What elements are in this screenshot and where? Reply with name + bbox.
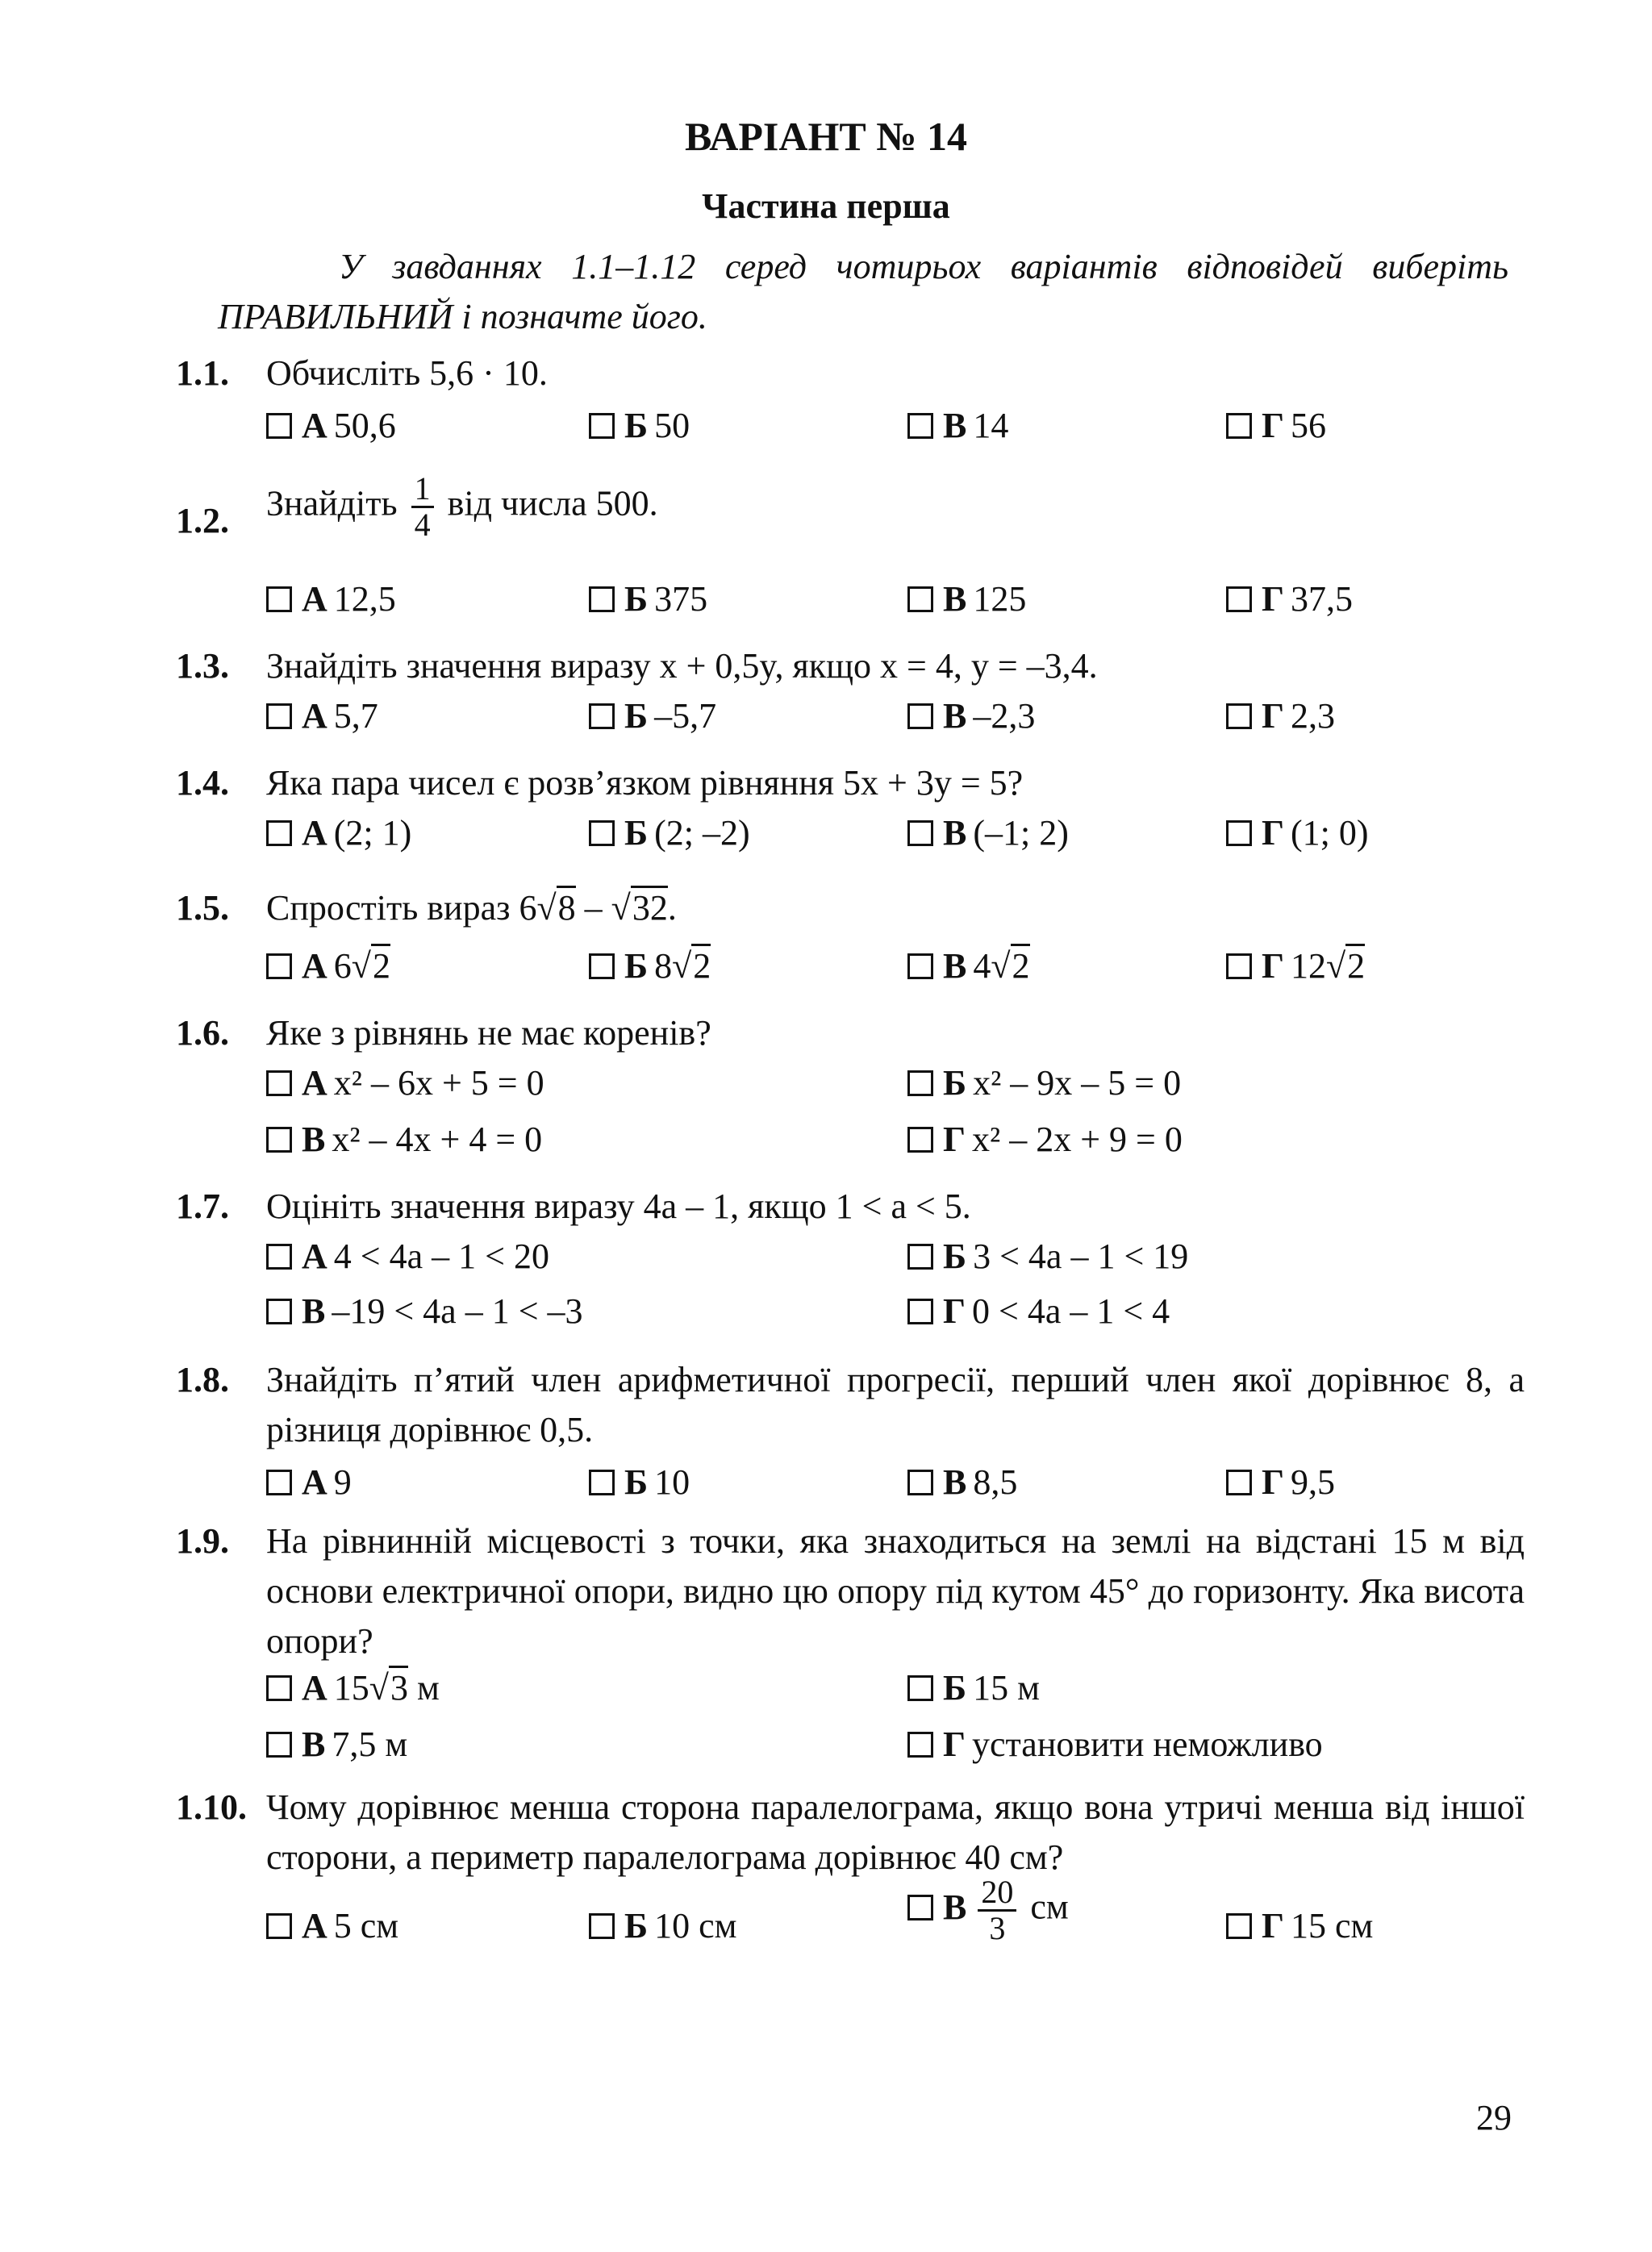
radicand: 8 xyxy=(557,886,576,928)
checkbox[interactable] xyxy=(266,1244,292,1270)
option-b[interactable] xyxy=(907,1061,1181,1106)
option-d[interactable] xyxy=(1226,1904,1373,1949)
sqrt-expression: √3 xyxy=(369,1666,408,1711)
checkbox[interactable] xyxy=(266,1070,292,1096)
page-title: ВАРІАНТ № 14 xyxy=(685,114,967,159)
option-c[interactable] xyxy=(907,694,1035,739)
option-value: 50,6 xyxy=(333,406,396,445)
option-letter: Б xyxy=(624,1906,649,1945)
option-a[interactable] xyxy=(266,577,396,622)
question-text: Яка пара чисел є розв’язком рівняння 5x + 3y = 5? xyxy=(266,763,1024,803)
radicand: 2 xyxy=(1011,944,1030,986)
option-value: x² – 9x – 5 = 0 xyxy=(973,1063,1182,1103)
option-value: 125 xyxy=(973,579,1027,619)
option-letter: А xyxy=(302,696,327,736)
option-letter: Б xyxy=(943,1063,967,1103)
option-value: 0 < 4a – 1 < 4 xyxy=(972,1291,1170,1331)
checkbox[interactable] xyxy=(1226,413,1252,439)
option-coefficient: 15 xyxy=(333,1668,369,1708)
fraction-numerator: 1 xyxy=(411,472,434,508)
option-value: (2; 1) xyxy=(333,813,412,853)
option-b[interactable] xyxy=(589,944,711,989)
option-letter: В xyxy=(943,1462,967,1502)
option-value: 15 м xyxy=(973,1668,1040,1708)
option-value: 8,5 xyxy=(973,1462,1018,1502)
question-text-part: Знайдіть xyxy=(266,483,398,523)
option-a[interactable] xyxy=(266,811,411,856)
option-c[interactable] xyxy=(266,1289,583,1334)
radicand: 3 xyxy=(389,1666,408,1708)
sqrt-expression: √2 xyxy=(1326,944,1365,989)
option-letter: В xyxy=(943,1887,967,1927)
checkbox[interactable] xyxy=(907,1299,933,1324)
question-number: 1.5. xyxy=(176,888,229,928)
option-coefficient: 4 xyxy=(973,946,991,986)
checkbox[interactable] xyxy=(907,1244,933,1270)
option-letter: Б xyxy=(624,696,649,736)
option-letter: В xyxy=(943,696,967,736)
option-value: –19 < 4a – 1 < –3 xyxy=(332,1291,583,1331)
option-c[interactable] xyxy=(907,811,1069,856)
checkbox[interactable] xyxy=(266,953,292,979)
checkbox[interactable] xyxy=(907,1470,933,1495)
option-letter: Б xyxy=(624,946,649,986)
page-number: 29 xyxy=(1476,2098,1512,2137)
checkbox[interactable] xyxy=(589,1913,615,1939)
option-value: –5,7 xyxy=(654,696,717,736)
option-c[interactable] xyxy=(907,1875,1069,1945)
option-letter: В xyxy=(302,1724,326,1764)
checkbox[interactable] xyxy=(1226,1913,1252,1939)
sqrt-expression: √2 xyxy=(352,944,390,989)
radicand: 2 xyxy=(691,944,711,986)
checkbox[interactable] xyxy=(1226,953,1252,979)
option-value: 10 xyxy=(654,1462,690,1502)
option-letter: Г xyxy=(943,1291,966,1331)
option-letter: В xyxy=(302,1291,326,1331)
checkbox[interactable] xyxy=(907,1895,933,1920)
option-unit: м xyxy=(416,1668,440,1708)
question-number: 1.6. xyxy=(176,1013,229,1053)
option-b[interactable] xyxy=(907,1234,1188,1279)
option-a[interactable] xyxy=(266,944,390,989)
question-text xyxy=(266,472,1525,542)
question-text-part: . xyxy=(667,888,677,928)
checkbox[interactable] xyxy=(266,413,292,439)
checkbox[interactable] xyxy=(907,1732,933,1758)
option-unit: см xyxy=(1030,1887,1069,1927)
checkbox[interactable] xyxy=(266,1299,292,1324)
option-d[interactable] xyxy=(907,1289,1170,1334)
option-letter: А xyxy=(302,1906,327,1945)
checkbox[interactable] xyxy=(907,586,933,612)
question-text: Обчисліть 5,6 · 10. xyxy=(266,353,548,393)
option-letter: А xyxy=(302,1668,327,1708)
question-text xyxy=(266,883,1525,933)
checkbox[interactable] xyxy=(907,413,933,439)
question-text: Яке з рівнянь не має коренів? xyxy=(266,1013,711,1053)
checkbox[interactable] xyxy=(907,953,933,979)
option-value: 3 < 4a – 1 < 19 xyxy=(973,1237,1189,1276)
question-text: Знайдіть п’ятий член арифметичної прогресії, перший член якої дорівнює 8, а різниця дорівнює 0,5. xyxy=(266,1360,1525,1449)
option-c[interactable] xyxy=(266,1117,542,1162)
option-letter: Г xyxy=(1262,579,1284,619)
option-value: 37,5 xyxy=(1291,579,1353,619)
question-number: 1.2. xyxy=(176,501,229,540)
radicand: 2 xyxy=(371,944,390,986)
question-text: Оцініть значення виразу 4a – 1, якщо 1 < a < 5. xyxy=(266,1186,971,1226)
instruction-text: У завданнях 1.1–1.12 серед чотирьох варіантів відповідей виберіть ПРАВИЛЬНИЙ і позначте його. xyxy=(218,247,1508,336)
option-letter: А xyxy=(302,1237,327,1276)
option-a[interactable] xyxy=(266,403,396,448)
checkbox[interactable] xyxy=(589,1470,615,1495)
option-value: 4 < 4a – 1 < 20 xyxy=(333,1237,549,1276)
option-d[interactable] xyxy=(1226,403,1326,448)
checkbox[interactable] xyxy=(266,1127,292,1153)
option-c[interactable] xyxy=(907,944,1030,989)
question-number: 1.9. xyxy=(176,1521,229,1561)
option-a[interactable] xyxy=(266,1061,544,1106)
option-value: 7,5 м xyxy=(332,1724,408,1764)
option-letter: В xyxy=(943,813,967,853)
option-c[interactable] xyxy=(907,1460,1017,1505)
option-a[interactable] xyxy=(266,1460,352,1505)
option-letter: Б xyxy=(943,1237,967,1276)
checkbox[interactable] xyxy=(1226,820,1252,846)
option-letter: В xyxy=(943,579,967,619)
option-letter: Б xyxy=(624,1462,649,1502)
checkbox[interactable] xyxy=(907,1070,933,1096)
option-b[interactable] xyxy=(589,811,750,856)
question-text-part: – xyxy=(575,888,611,928)
option-d[interactable] xyxy=(1226,944,1365,989)
option-letter: А xyxy=(302,813,327,853)
checkbox[interactable] xyxy=(1226,586,1252,612)
option-letter: А xyxy=(302,946,327,986)
question-number: 1.8. xyxy=(176,1360,229,1399)
option-value: установити неможливо xyxy=(972,1724,1323,1764)
option-value: 9,5 xyxy=(1291,1462,1335,1502)
option-letter: А xyxy=(302,406,327,445)
fraction xyxy=(411,472,434,542)
fraction-denominator: 4 xyxy=(414,507,431,543)
option-coefficient: 8 xyxy=(654,946,673,986)
option-letter: Б xyxy=(624,813,649,853)
option-letter: В xyxy=(943,946,967,986)
checkbox[interactable] xyxy=(907,820,933,846)
option-d[interactable] xyxy=(1226,694,1335,739)
radicand: 2 xyxy=(1345,944,1365,986)
option-a[interactable] xyxy=(266,1904,398,1949)
checkbox[interactable] xyxy=(266,1732,292,1758)
option-letter: Б xyxy=(943,1668,967,1708)
checkbox[interactable] xyxy=(589,413,615,439)
question-number: 1.10. xyxy=(176,1787,247,1827)
checkbox[interactable] xyxy=(266,820,292,846)
checkbox[interactable] xyxy=(589,953,615,979)
option-letter: Г xyxy=(1262,1462,1284,1502)
option-value: x² – 6x + 5 = 0 xyxy=(333,1063,544,1103)
fraction-denominator: 3 xyxy=(989,1910,1006,1946)
option-b[interactable] xyxy=(589,403,690,448)
option-letter: А xyxy=(302,1462,327,1502)
option-d[interactable] xyxy=(1226,811,1369,856)
radicand: 32 xyxy=(631,886,668,928)
option-letter: Б xyxy=(624,579,649,619)
option-letter: В xyxy=(943,406,967,445)
option-value: –2,3 xyxy=(973,696,1036,736)
option-value: x² – 2x + 9 = 0 xyxy=(972,1120,1183,1159)
question-number: 1.3. xyxy=(176,646,229,686)
option-value: (2; –2) xyxy=(654,813,750,853)
checkbox[interactable] xyxy=(266,1913,292,1939)
option-value: 2,3 xyxy=(1291,696,1335,736)
option-letter: Г xyxy=(943,1724,966,1764)
option-b[interactable] xyxy=(589,577,707,622)
checkbox[interactable] xyxy=(589,586,615,612)
option-d[interactable] xyxy=(1226,577,1353,622)
option-value: 5 см xyxy=(333,1906,399,1945)
option-value: x² – 4x + 4 = 0 xyxy=(332,1120,543,1159)
option-a[interactable] xyxy=(266,1666,440,1711)
checkbox[interactable] xyxy=(266,703,292,729)
option-letter: Г xyxy=(943,1120,966,1159)
option-d[interactable] xyxy=(1226,1460,1335,1505)
sqrt-expression: √8 xyxy=(537,883,576,933)
sqrt-expression: √2 xyxy=(672,944,711,989)
question-text: На рівнинній місцевості з точки, яка знаходиться на землі на відстані 15 м від основи електричної опори, видно цю опору під кутом 45° до горизонту. Яка висота опори? xyxy=(266,1521,1525,1661)
option-value: 9 xyxy=(333,1462,352,1502)
option-b[interactable] xyxy=(907,1666,1040,1711)
option-a[interactable] xyxy=(266,694,378,739)
question-text: Чому дорівнює менша сторона паралелограма, якщо вона утричі менша від іншої сторони, а периметр паралелограма дорівнює 40 см? xyxy=(266,1787,1525,1877)
option-letter: Г xyxy=(1262,406,1284,445)
checkbox[interactable] xyxy=(907,703,933,729)
option-letter: Г xyxy=(1262,813,1284,853)
option-value: 12,5 xyxy=(333,579,396,619)
option-c[interactable] xyxy=(266,1722,407,1767)
option-value: 14 xyxy=(973,406,1009,445)
checkbox[interactable] xyxy=(266,1675,292,1701)
option-value: 15 см xyxy=(1291,1906,1374,1945)
option-d[interactable] xyxy=(907,1117,1183,1162)
option-b[interactable] xyxy=(589,694,716,739)
checkbox[interactable] xyxy=(266,586,292,612)
option-value: (–1; 2) xyxy=(973,813,1069,853)
checkbox[interactable] xyxy=(907,1127,933,1153)
option-value: 10 см xyxy=(654,1906,737,1945)
option-value: 375 xyxy=(654,579,708,619)
option-value: 5,7 xyxy=(333,696,378,736)
sqrt-expression: √32 xyxy=(611,883,668,933)
question-number: 1.7. xyxy=(176,1186,229,1226)
option-c[interactable] xyxy=(907,403,1008,448)
checkbox[interactable] xyxy=(1226,703,1252,729)
checkbox[interactable] xyxy=(907,1675,933,1701)
option-b[interactable] xyxy=(589,1460,690,1505)
option-c[interactable] xyxy=(907,577,1026,622)
option-a[interactable] xyxy=(266,1234,549,1279)
fraction-numerator: 20 xyxy=(978,1875,1016,1912)
option-b[interactable] xyxy=(589,1904,736,1949)
option-letter: Г xyxy=(1262,1906,1284,1945)
sqrt-expression: √2 xyxy=(991,944,1029,989)
option-coefficient: 12 xyxy=(1291,946,1326,986)
fraction xyxy=(978,1875,1016,1945)
option-letter: Г xyxy=(1262,946,1284,986)
question-text-part: Спростіть вираз 6 xyxy=(266,888,537,928)
checkbox[interactable] xyxy=(1226,1470,1252,1495)
option-letter: А xyxy=(302,1063,327,1103)
checkbox[interactable] xyxy=(589,820,615,846)
option-coefficient: 6 xyxy=(333,946,352,986)
question-number: 1.1. xyxy=(176,353,229,393)
option-letter: Г xyxy=(1262,696,1284,736)
option-letter: В xyxy=(302,1120,326,1159)
section-title: Частина перша xyxy=(702,186,950,226)
option-d[interactable] xyxy=(907,1722,1323,1767)
question-text-part: від числа 500. xyxy=(447,483,658,523)
question-text: Знайдіть значення виразу x + 0,5y, якщо x = 4, y = –3,4. xyxy=(266,646,1098,686)
option-value: 56 xyxy=(1291,406,1326,445)
checkbox[interactable] xyxy=(589,703,615,729)
checkbox[interactable] xyxy=(266,1470,292,1495)
option-value: (1; 0) xyxy=(1291,813,1369,853)
option-value: 50 xyxy=(654,406,690,445)
question-number: 1.4. xyxy=(176,763,229,803)
option-letter: А xyxy=(302,579,327,619)
option-letter: Б xyxy=(624,406,649,445)
